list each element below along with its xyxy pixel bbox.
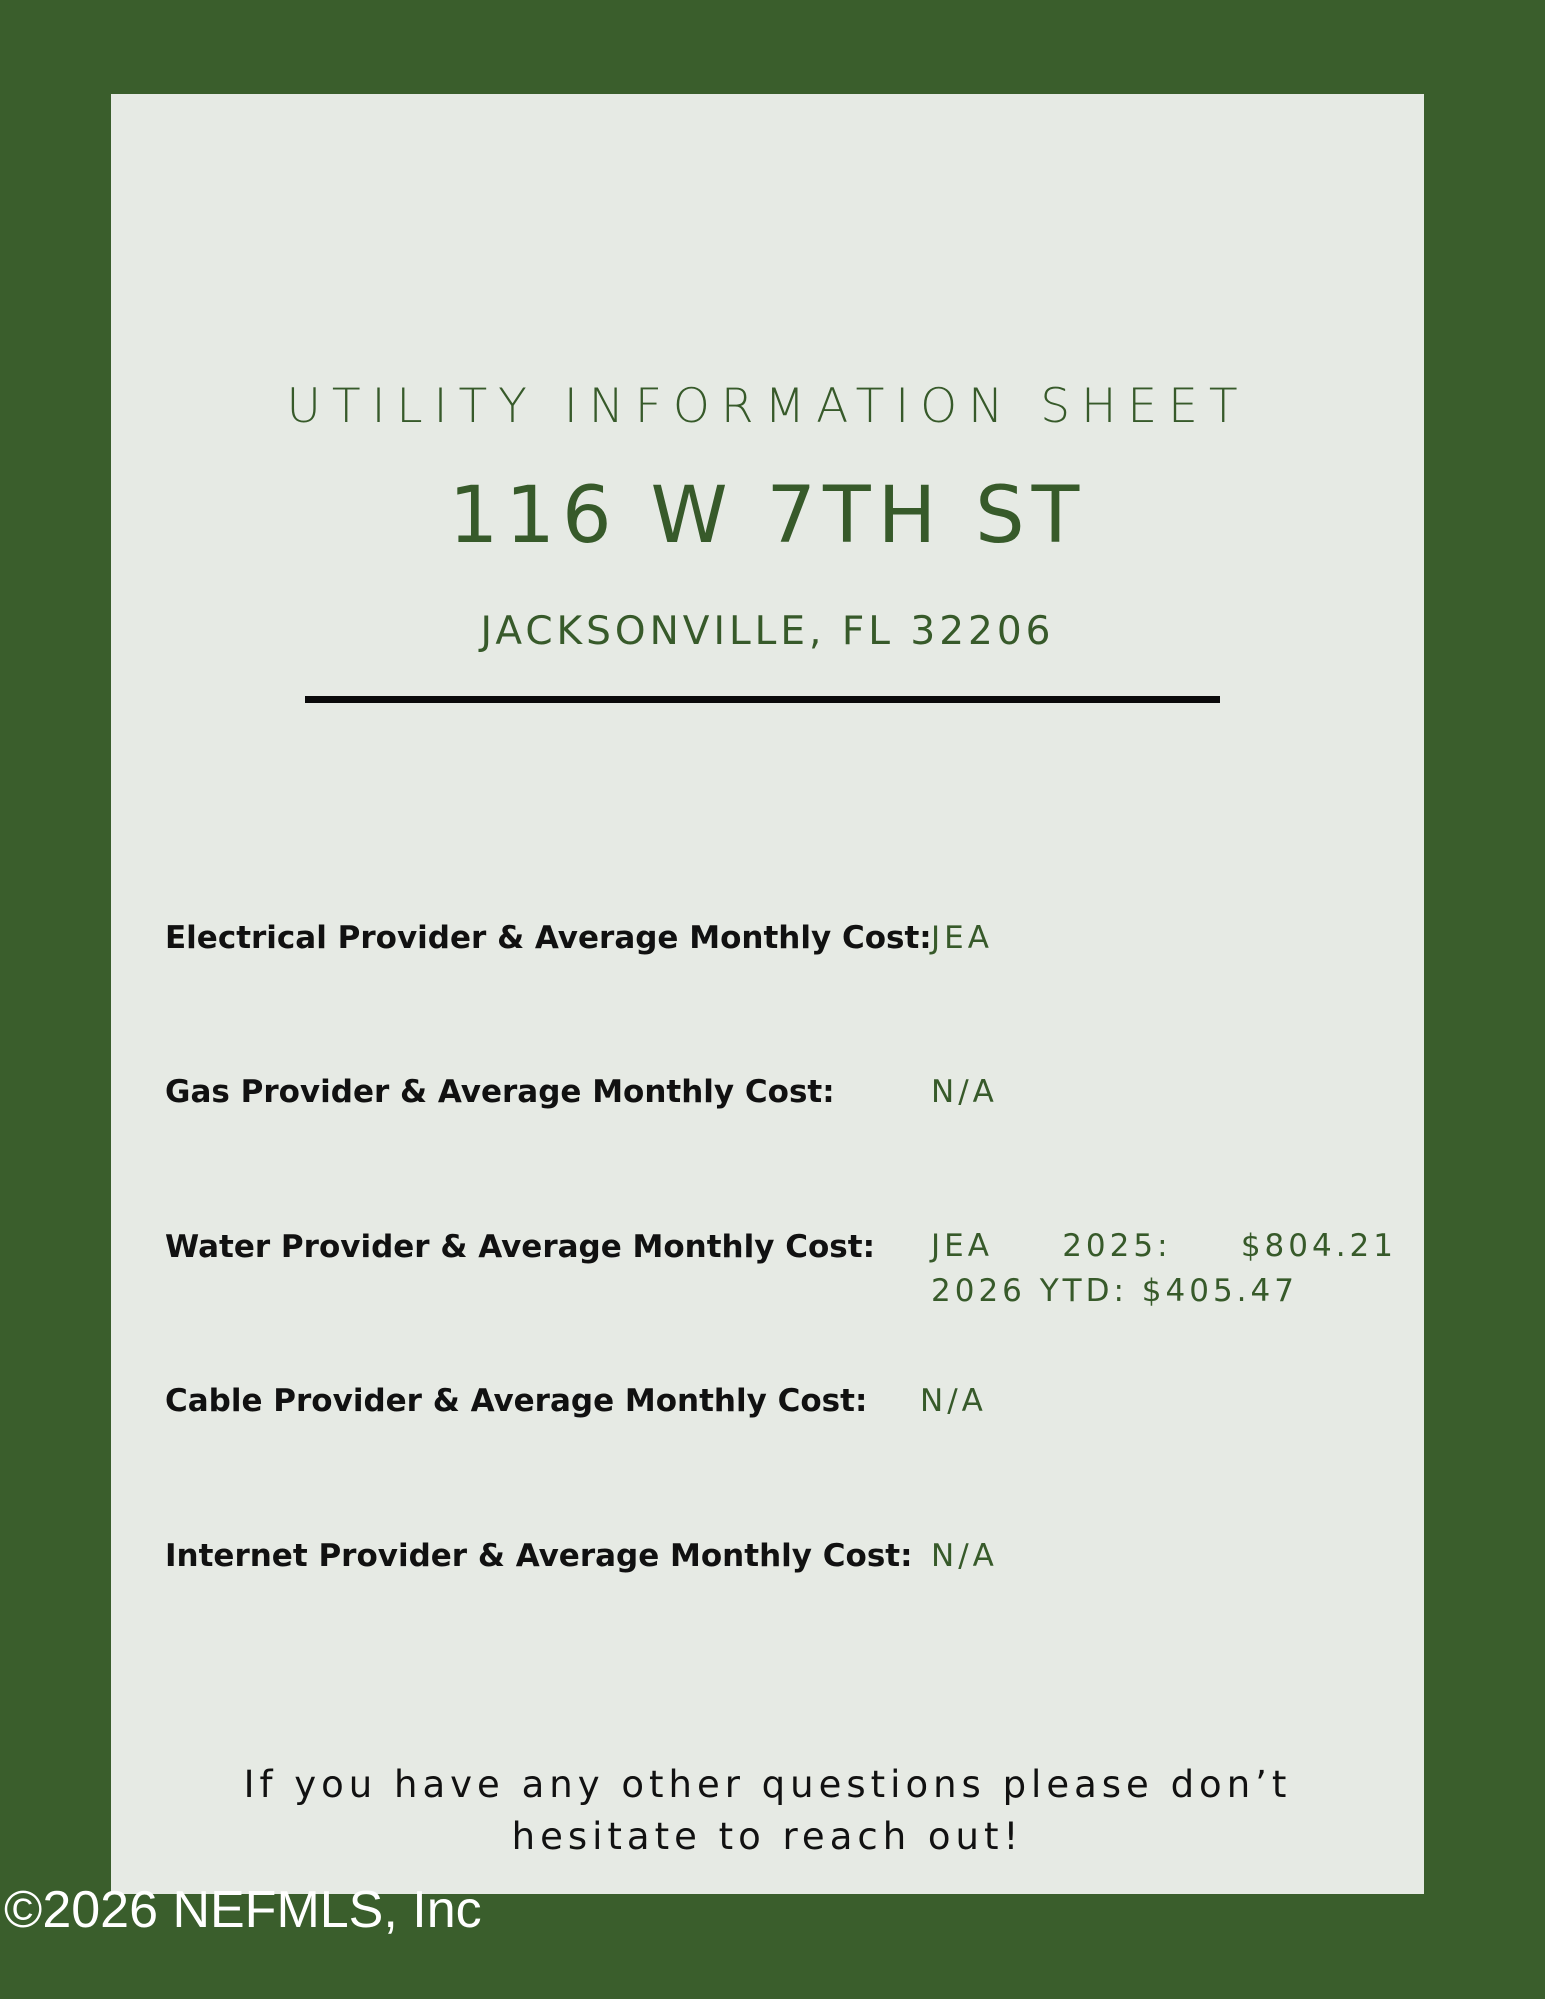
water-value-line1: JEA 2025: $804.21 <box>931 1228 1398 1264</box>
cable-label: Cable Provider & Average Monthly Cost: <box>165 1383 868 1419</box>
internet-label: Internet Provider & Average Monthly Cost: <box>165 1538 913 1574</box>
internet-value: N/A <box>931 1538 998 1574</box>
sheet-title: UTILITY INFORMATION SHEET <box>286 379 1249 434</box>
copyright-watermark: ©2026 NEFMLS, Inc <box>4 1881 482 1939</box>
water-value-line2: 2026 YTD: $405.47 <box>931 1273 1298 1309</box>
info-sheet-card <box>111 94 1424 1894</box>
closing-message-line2: hesitate to reach out! <box>511 1815 1024 1858</box>
electric-label: Electrical Provider & Average Monthly Cost: <box>165 920 932 956</box>
property-city: JACKSONVILLE, FL 32206 <box>480 609 1055 654</box>
water-label: Water Provider & Average Monthly Cost: <box>165 1229 875 1265</box>
closing-message <box>171 1759 1364 1863</box>
cable-value: N/A <box>920 1383 987 1419</box>
property-address: 116 W 7TH ST <box>448 471 1087 561</box>
gas-label: Gas Provider & Average Monthly Cost: <box>165 1074 835 1110</box>
electric-value: JEA <box>931 920 993 956</box>
closing-message-line1: If you have any other questions please don’t <box>243 1763 1292 1806</box>
gas-value: N/A <box>931 1074 998 1110</box>
title-divider <box>305 696 1220 703</box>
